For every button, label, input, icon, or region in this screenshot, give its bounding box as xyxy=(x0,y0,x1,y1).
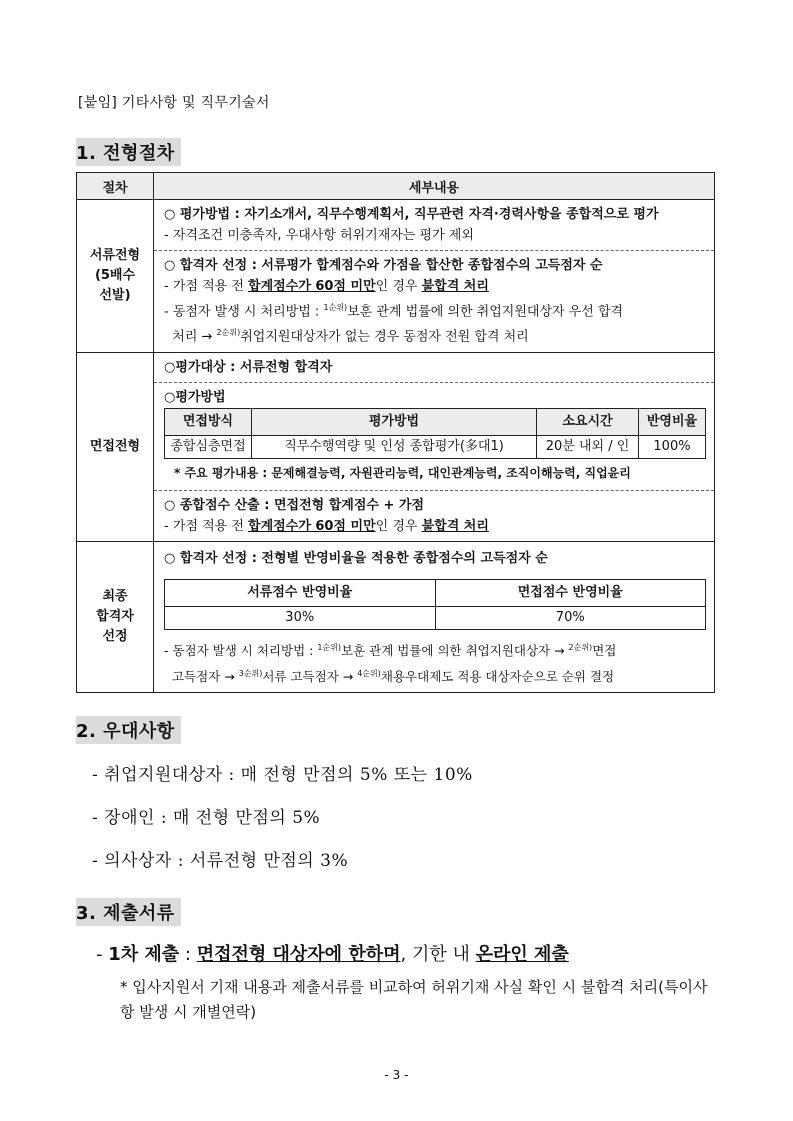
final-select: ○ 합격자 선정 : 전형별 반영비율을 적용한 종합점수의 고득점자 순 xyxy=(164,550,548,566)
col-interview-ratio: 면접점수 반영비율 xyxy=(435,579,706,606)
doc-eval-note: - 자격조건 미충족자, 우대사항 허위기재자는 평가 제외 xyxy=(164,228,474,243)
doc-tie-rule: - 동점자 발생 시 처리방법 : $^{1순위)}$보훈 관계 법률에 의한 취업지원대상자 우선 합격 처리 → $^{2순위)}$취업지원대상자가 없는 경우 동점자 전원 합격 처리 xyxy=(164,303,624,345)
interview-row xyxy=(77,352,715,541)
col-duration: 소요시간 xyxy=(537,408,639,435)
preference-item: - 장애인 : 매 전형 만점의 5% xyxy=(92,808,321,828)
final-tie-rule: - 동점자 발생 시 처리방법 : $^{1순위)}$보훈 관계 법률에 의한 취업지원대상자 → $^{2순위)}$면접 고득점자 → $^{3순위)}$서류 고득점자 → $^{4순위)}$채용우대제도 적용 대상자순으로 순위 결정 xyxy=(164,642,617,684)
interview-bonus-rule: - 가점 적용 전 합계점수가 60점 미만인 경우 불합격 처리 xyxy=(164,518,489,534)
final-label: 최종 합격자 선정 xyxy=(77,541,154,692)
preference-item: - 취업지원대상자 : 매 전형 만점의 5% 또는 10% xyxy=(92,765,473,785)
interview-main-content: * 주요 평가내용 : 문제해결능력, 자원관리능력, 대인관계능력, 조직이해능력, 직업윤리 xyxy=(174,465,631,480)
section-3-heading: 3. 제출서류 xyxy=(76,898,181,926)
final-row xyxy=(77,541,715,692)
header-detail: 세부내용 xyxy=(154,173,715,200)
doc-screening-row xyxy=(77,200,715,353)
interview-total: ○ 종합점수 산출 : 면접전형 합계점수 + 가점 xyxy=(164,497,425,513)
interview-label: 면접전형 xyxy=(77,352,154,541)
preference-item: - 의사상자 : 서류전형 만점의 3% xyxy=(92,851,349,871)
interview-target: ○평가대상 : 서류전형 합격자 xyxy=(154,353,714,383)
doc-bonus-rule: - 가점 적용 전 합계점수가 60점 미만인 경우 불합격 처리 xyxy=(164,279,489,294)
interview-method-table xyxy=(164,408,706,459)
doc-eval-method: ○ 평가방법 : 자기소개서, 직무수행계획서, 직무관련 자격·경력사항을 종합적으로 평가 xyxy=(164,207,659,222)
section-2-heading: 2. 우대사항 xyxy=(76,716,181,744)
header-step: 절차 xyxy=(77,173,154,200)
submission-rule: - 1차 제출 : 면접전형 대상자에 한하며, 기한 내 온라인 제출 xyxy=(96,944,569,965)
col-eval-method: 평가방법 xyxy=(252,408,537,435)
col-doc-ratio: 서류점수 반영비율 xyxy=(165,579,436,606)
page-number: - 3 - xyxy=(384,1068,409,1082)
doc-pass-select: ○ 합격자 선정 : 서류평가 합계점수와 가점을 합산한 종합점수의 고득점자 순 xyxy=(164,258,603,273)
col-interview-type: 면접방식 xyxy=(165,408,252,435)
table-header-row xyxy=(77,173,715,200)
section-1-heading: 1. 전형절차 xyxy=(76,138,181,166)
interview-detail xyxy=(154,352,715,541)
doc-screening-detail xyxy=(154,200,715,353)
interview-method-title: ○평가방법 xyxy=(164,389,226,405)
attachment-title: [붙임] 기타사항 및 직무기술서 xyxy=(78,95,270,111)
final-ratio-table xyxy=(164,579,706,630)
col-ratio: 반영비율 xyxy=(639,408,706,435)
submission-note: * 입사지원서 기재 내용과 제출서류를 비교하여 허위기재 사실 확인 시 불합격 처리(특이사항 발생 시 개별연락) xyxy=(120,978,708,1021)
table-row: 종합심층면접 직무수행역량 및 인성 종합평가(多대1) 20분 내외 / 인 100% xyxy=(165,435,706,458)
table-row: 30% 70% xyxy=(165,606,706,629)
final-detail xyxy=(154,541,715,692)
procedure-table xyxy=(76,172,715,693)
doc-screening-label: 서류전형 (5배수 선발) xyxy=(77,200,154,353)
